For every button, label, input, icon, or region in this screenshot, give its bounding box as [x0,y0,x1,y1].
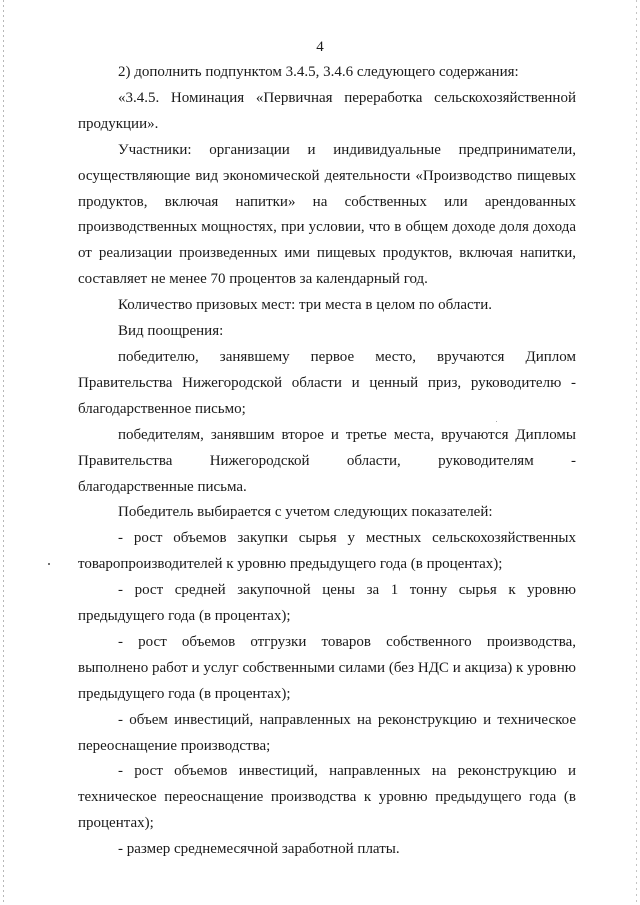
paragraph: победителям, занявшим второе и третье места, вручаются Дипломы Правительства Нижегородской области, руководителям - [78,426,576,469]
paragraph: - объем инвестиций, направленных на реконструкцию и техническое переоснащение производства; [78,711,576,754]
document-body [78,60,576,863]
paragraph: «3.4.5. Номинация «Первичная переработка сельскохозяйственной продукции». [78,89,576,132]
right-scan-edge [636,0,637,905]
paragraph: благодарственные письма. [78,478,247,495]
left-scan-edge [3,0,4,905]
paragraph: Количество призовых мест: три места в целом по области. [118,297,493,314]
paragraph: - рост средней закупочной цены за 1 тонну сырья к уровню предыдущего года (в процентах); [78,582,576,625]
paragraph: 2) дополнить подпунктом 3.4.5, 3.4.6 следующего содержания: [118,64,519,80]
paragraph: - рост объемов инвестиций, направленных на реконструкцию и техническое переоснащение производства к уровню предыдущего года (в процентах); [78,763,576,832]
paragraph: Участники: организации и индивидуальные предприниматели, осуществляющие вид экономической деятельности «Производство пищевых продуктов, включая напитки» на собственных или арендованных производственных мощностях, при условии, что в общем доходе доля дохода от реализации произведенных ими пищевых продуктов, включая напитки, составляет не менее 70 процентов за календарный год. [78,141,576,288]
page-number: 4 [316,39,324,55]
paragraph: Вид поощрения: [118,323,224,340]
paragraph: победителю, занявшему первое место, вручаются Диплом Правительства Нижегородской области и ценный приз, руководителю - благодарственное письмо; [78,348,576,417]
paragraph: - рост объемов закупки сырья у местных сельскохозяйственных товаропроизводителей к уровню предыдущего года (в процентах); [78,530,576,573]
paragraph: - рост объемов отгрузки товаров собственного производства, выполнено работ и услуг собственными силами (без НДС и акциза) к уровню предыдущего года (в процентах); [78,633,576,702]
paragraph: - размер среднемесячной заработной платы. [118,841,400,858]
paragraph: Победитель выбирается с учетом следующих показателей: [118,504,493,521]
scan-speck [48,563,50,565]
